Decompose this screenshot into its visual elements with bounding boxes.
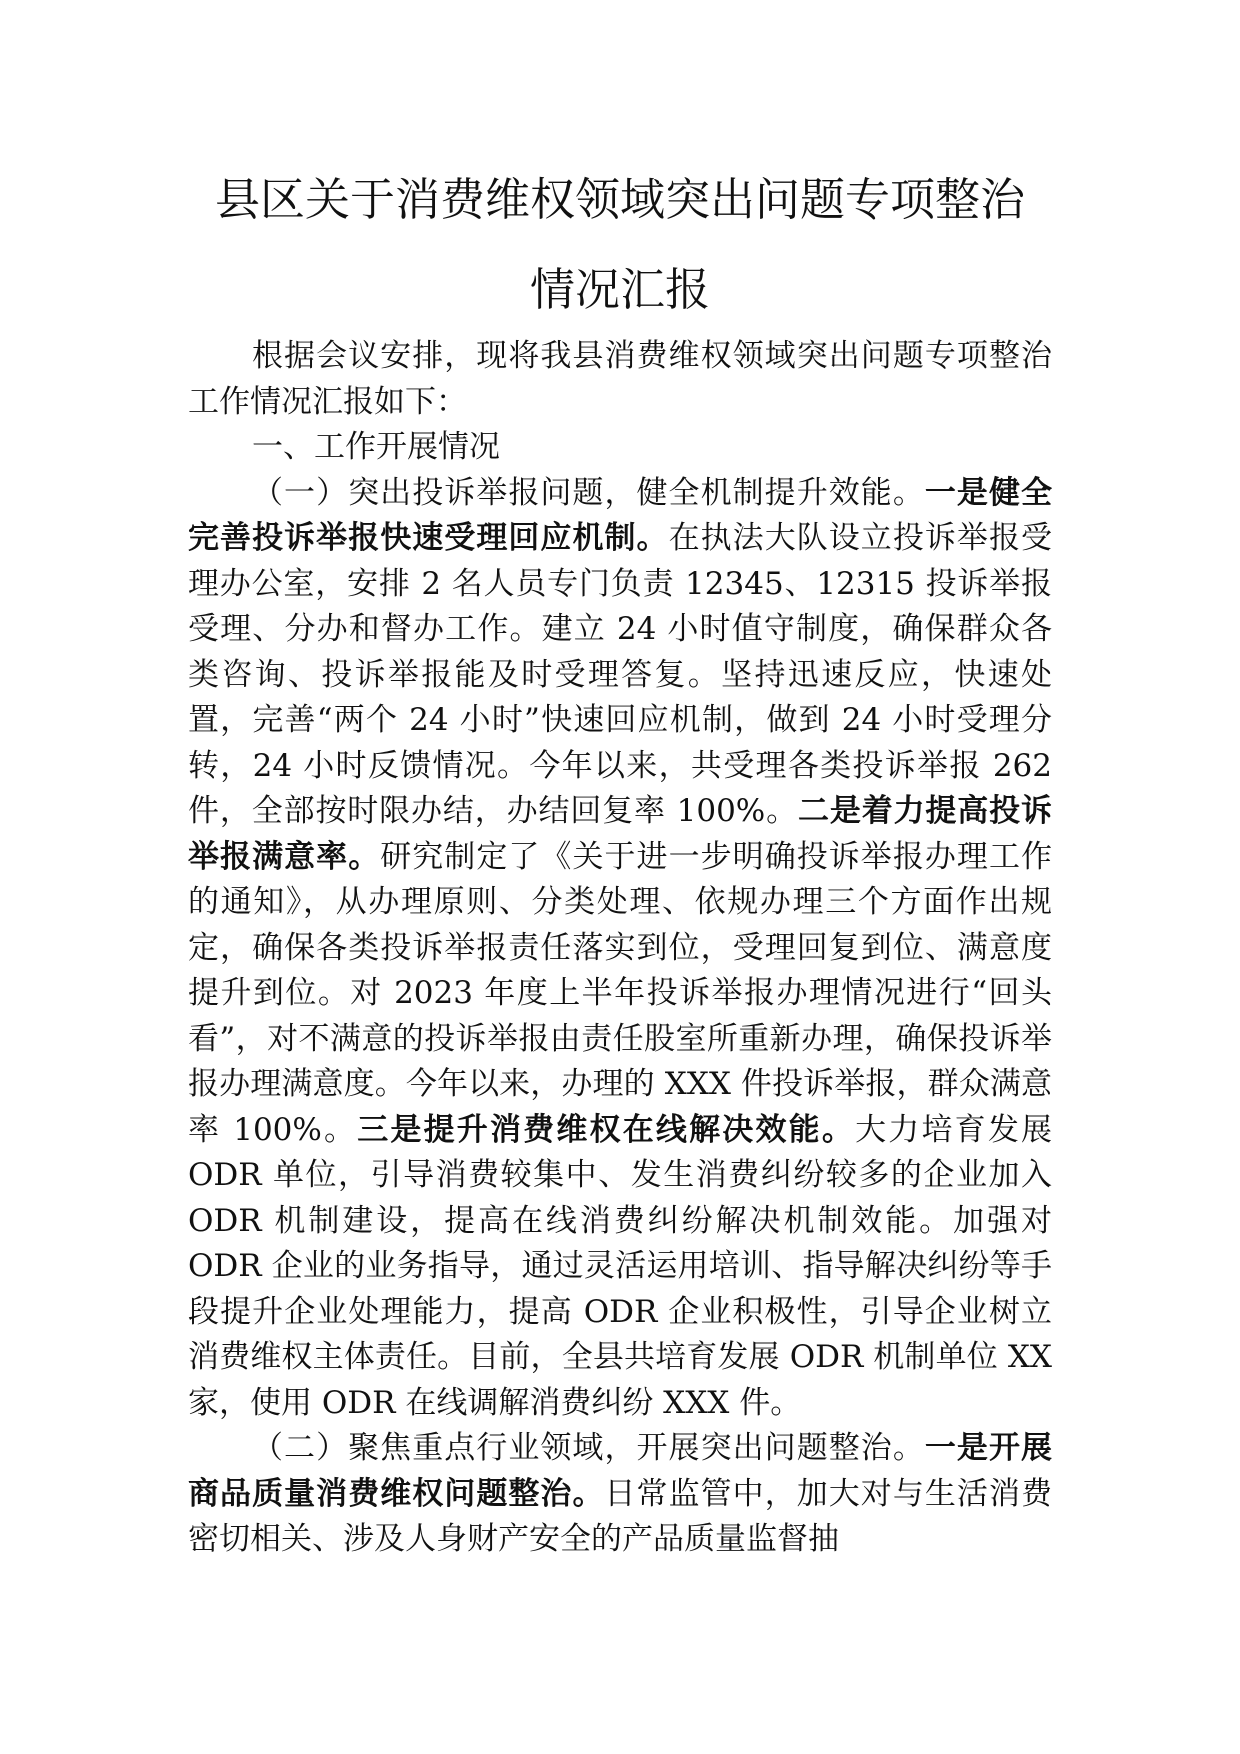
paragraph-key-industries [188, 1426, 1052, 1563]
document-title-line-2: 情况汇报 [529, 263, 710, 316]
point-text: 大力培育发展 ODR 单位，引导消费较集中、发生消费纠纷较多的企业加入 ODR 机制建设，提高在线消费纠纷解决机制效能。加强对 ODR 企业的业务指导，通过灵活运用培训、指导解决纠纷等手段提升企业处理能力，提高 ODR 企业积极性，引导企业树立消费维权主体责任。目前，全县共培育发展 ODR 机制单位 XX 家，使用 ODR 在线调解消费纠纷 XXX 件。 [188, 1111, 1053, 1421]
intro-paragraph: 根据会议安排，现将我县消费维权领域突出问题专项整治工作情况汇报如下： [188, 338, 1052, 420]
paragraph-lead-in: （二）聚焦重点行业领域，开展突出问题整治。 [252, 1430, 925, 1466]
point-heading: 二是着力提高投诉举报满意率。 [188, 793, 1053, 875]
point-text: 研究制定了《关于进一步明确投诉举报办理工作的通知》，从办理原则、分类处理、依规办理三个方面作出规定，确保各类投诉举报责任落实到位，受理回复到位、满意度提升到位。对 2023 年度上半年投诉举报办理情况进行“回头看”，对不满意的投诉举报由责任股室所重新办理，确保投诉举报办理满意度。今年以来，办理的 XXX 件投诉举报，群众满意率 100%。 [188, 838, 1053, 1148]
point-heading: 一是健全完善投诉举报快速受理回应机制。 [188, 474, 1052, 556]
document-title-line-1: 县区关于消费维权领域突出问题专项整治 [214, 173, 1025, 226]
point-heading: 一是开展商品质量消费维权问题整治。 [188, 1430, 1052, 1512]
point-heading: 三是提升消费维权在线解决效能。 [357, 1111, 856, 1148]
point-text: 在执法大队设立投诉举报受理办公室，安排 2 名人员专门负责 12345、12315 投诉举报受理、分办和督办工作。建立 24 小时值守制度，确保群众各类咨询、投诉举报能及时受理答复。坚持迅速反应，快速处置，完善“两个 24 小时”快速回应机制，做到 24 小时受理分转，24 小时反馈情况。今年以来，共受理各类投诉举报 262 件，全部按时限办结，办结回复率 100%。 [188, 520, 1053, 829]
point-text: 日常监管中，加大对与生活消费密切相关、涉及人身财产安全的产品质量监督抽 [188, 1475, 1052, 1557]
paragraph-lead-in: （一）突出投诉举报问题，健全机制提升效能。 [252, 474, 925, 511]
section-heading-1: 一、工作开展情况 [252, 429, 500, 465]
paragraph-complaints [188, 471, 1052, 1427]
document-body [188, 334, 1052, 1563]
